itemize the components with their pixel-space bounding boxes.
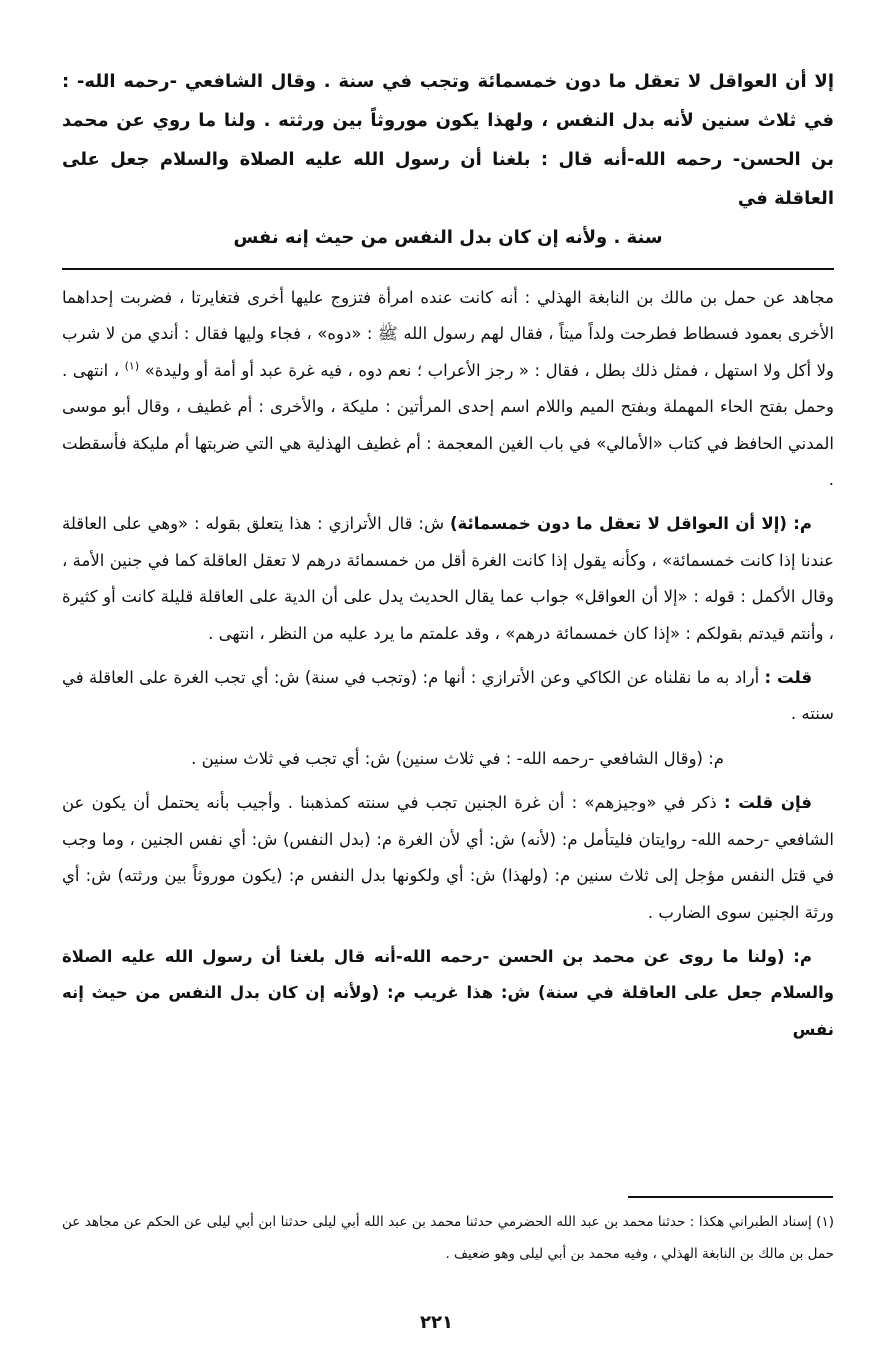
main-text: [62, 62, 834, 257]
matn-text: إلا أن العواقل لا تعقل ما دون خمسمائة وتجب في سنة . وقال الشافعي -رحمه الله- : في ثلاث سنين لأنه بدل النفس ، ولهذا يكون موروثاً بين ورثته . ولنا ما روي عن محمد بن الحسن- رحمه الله-أنه قال : بلغنا أن رسول الله عليه الصلاة والسلام جعل على العاقلة في: [62, 71, 834, 209]
footnote-separator: [628, 1196, 833, 1198]
commentary-paragraph-2: [62, 506, 834, 652]
footnote-text: (١) إسناد الطبراني هكذا : حدثنا محمد بن عبد الله الحضرمي حدثنا محمد بن عبد الله أبي ليلى حدثنا ابن أبي ليلى عن الحكم عن مجاهد عن حمل بن مالك بن النابغة الهذلي ، وفيه محمد بن أبي ليلى وهو ضعيف .: [62, 1214, 834, 1262]
matn-paragraph: [62, 62, 834, 257]
commentary-paragraph-6: [62, 939, 834, 1048]
commentary-text-6: م: (ولنا ما روى عن محمد بن الحسن -رحمه الله-أنه قال بلغنا أن رسول الله عليه الصلاة والسلام جعل على العاقلة في سنة) ش: هذا غريب م: (ولأنه إن كان بدل النفس من حيث إنه نفس: [62, 946, 834, 1039]
commentary-lead-5: فإن قلت :: [723, 793, 812, 813]
commentary-lead-2: م: (إلا أن العواقل لا تعقل ما دون خمسمائة): [449, 514, 812, 534]
commentary-text-2: ش: قال الأترازي : هذا يتعلق بقوله : «وهي على العاقلة عندنا إذا كانت خمسمائة» ، وكأنه يقول إذا كانت الغرة أقل من خمسمائة درهم لا تعقل العاقلة كما في جنين الأمة ، وقال الأكمل : قوله : «إلا أن العواقل» جواب عما يقال الحديث يدل على أن الدية على العاقلة قليلة كانت أو كثيرة ، وأنتم قيدتم بقولكم : «إذا كان خمسمائة درهم» ، وقد علمتم ما يرد عليه من النظر ، انتهى .: [62, 514, 834, 643]
commentary-lead-3: قلت :: [764, 668, 812, 688]
separator-line: [62, 268, 834, 270]
commentary-paragraph-1: [62, 280, 834, 498]
commentary-section: [62, 280, 834, 1056]
commentary-text-1-end: ، انتهى . وحمل بفتح الحاء المهملة وبفتح الميم واللام اسم إحدى المرأتين : مليكة ، والأخرى : أم غطيف ، وقال أبو موسى المدني الحافظ في كتاب «الأمالي» في باب الغين المعجمة : أم غطيف الهذلية هي التي ضربتها أم مليكة فأسقطت .: [62, 360, 834, 490]
commentary-paragraph-4: [62, 741, 834, 777]
commentary-text-4: م: (وقال الشافعي -رحمه الله- : في ثلاث سنين) ش: أي تجب في ثلاث سنين .: [191, 748, 724, 768]
commentary-paragraph-3: [62, 660, 834, 733]
commentary-paragraph-5: [62, 785, 834, 931]
page-number: ٢٢١: [420, 1312, 453, 1333]
commentary-text-1: مجاهد عن حمل بن مالك بن النابغة الهذلي : أنه كانت عنده امرأة فتزوج عليها أخرى فتغايرتا ، فضربت إحداهما الأخرى بعمود فسطاط فطرحت ولداً ميتاً ، فقال لهم رسول الله ﷺ : «دوه» ، فجاء وليها فقال : أندي من لا شرب ولا أكل ولا استهل ، فمثل ذلك بطل ، فقال : « رجز الأعراب ؛ نعم دوه ، فيه غرة عبد أو أمة أو وليدة»: [62, 288, 835, 380]
commentary-text-3: أراد به ما نقلناه عن الكاكي وعن الأترازي : أنها م: (وتجب في سنة) ش: أي تجب الغرة على العاقلة في سنته .: [62, 668, 834, 724]
matn-last-line: سنة . ولأنه إن كان بدل النفس من حيث إنه نفس: [233, 227, 663, 248]
commentary-text-5: ذكر في «وجيزهم» : أن غرة الجنين تجب في سنته كمذهبنا . وأجيب بأنه يحتمل أن يكون عن الشافعي -رحمه الله- روايتان فليتأمل م: (لأنه) ش: أي لأن الغرة م: (بدل النفس) ش: أي نفس الجنين ، وما وجب في قتل النفس مؤجل إلى ثلاث سنين م: (ولهذا) ش: أي ولكونها بدل النفس م: (يكون موروثاً بين ورثته) ش: أي ورثة الجنين سوى الضارب .: [62, 793, 834, 922]
footnote-section: [62, 1206, 834, 1270]
footnote-reference: (١): [124, 359, 140, 373]
